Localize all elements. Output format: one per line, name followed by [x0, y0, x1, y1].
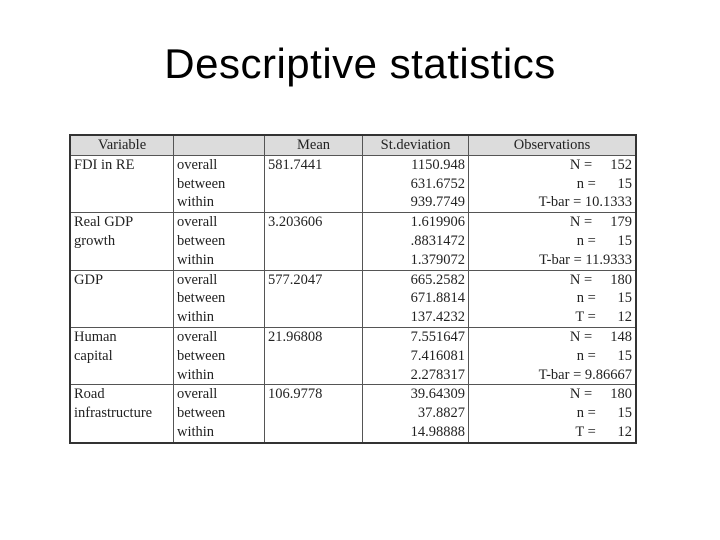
sd-value: 1.619906: [363, 213, 469, 232]
mean-value: 581.7441: [265, 155, 363, 174]
mean-empty: [265, 193, 363, 212]
table-body: [71, 155, 635, 441]
component-label: within: [174, 423, 265, 442]
component-label: between: [174, 289, 265, 308]
variable-name-line2: infrastructure: [74, 405, 153, 422]
sd-value: 14.98888: [363, 423, 469, 442]
observations-value: [469, 366, 636, 385]
table-row: [71, 308, 635, 327]
variable-name-line2: capital: [74, 347, 113, 364]
observations-value: [469, 193, 636, 212]
mean-empty: [265, 289, 363, 308]
table-header-row: [71, 136, 635, 155]
observations-text: N = 179: [569, 214, 632, 231]
slide-title: Descriptive statistics: [164, 40, 556, 87]
observations-value: [469, 327, 636, 346]
table-row: [71, 251, 635, 270]
table-row: [71, 175, 635, 194]
sd-value: 7.416081: [363, 347, 469, 366]
variable-name-empty: [71, 366, 174, 385]
table-row: [71, 193, 635, 212]
observations-text: T-bar = 10.1333: [538, 194, 632, 211]
table-row: [71, 270, 635, 289]
observations-text: T = 12: [575, 309, 632, 326]
sd-value: 665.2582: [363, 270, 469, 289]
table-row: [71, 232, 635, 251]
variable-name-empty: [71, 423, 174, 442]
mean-value: 106.9778: [265, 385, 363, 404]
component-label: within: [174, 251, 265, 270]
table-row: [71, 155, 635, 174]
variable-name-line1: Real GDP: [74, 214, 134, 231]
sd-value: 39.64309: [363, 385, 469, 404]
sd-value: 2.278317: [363, 366, 469, 385]
component-label: between: [174, 175, 265, 194]
component-label: within: [174, 308, 265, 327]
mean-empty: [265, 308, 363, 327]
observations-value: [469, 423, 636, 442]
observations-value: [469, 155, 636, 174]
variable-name-line1: Road: [74, 386, 105, 403]
header-mean: Mean: [265, 136, 363, 155]
sd-value: 37.8827: [363, 404, 469, 423]
variable-name-line2: growth: [74, 232, 116, 249]
sd-value: 631.6752: [363, 175, 469, 194]
observations-text: N = 180: [569, 271, 632, 288]
observations-value: [469, 289, 636, 308]
mean-empty: [265, 347, 363, 366]
table-row: [71, 423, 635, 442]
component-label: between: [174, 232, 265, 251]
mean-empty: [265, 366, 363, 385]
observations-text: n = 15: [576, 405, 632, 422]
mean-value: 577.2047: [265, 270, 363, 289]
observations-value: [469, 308, 636, 327]
sd-value: 137.4232: [363, 308, 469, 327]
sd-value: 939.7749: [363, 193, 469, 212]
observations-text: n = 15: [576, 232, 632, 249]
mean-empty: [265, 423, 363, 442]
mean-empty: [265, 232, 363, 251]
sd-value: 1.379072: [363, 251, 469, 270]
observations-text: T = 12: [575, 423, 632, 440]
component-label: within: [174, 366, 265, 385]
statistics-table-container: [69, 134, 637, 444]
header-component: [174, 136, 265, 155]
header-st-deviation: St.deviation: [363, 136, 469, 155]
variable-name-line2: [71, 175, 174, 194]
table-row: [71, 289, 635, 308]
observations-value: [469, 251, 636, 270]
component-label: between: [174, 404, 265, 423]
observations-value: [469, 404, 636, 423]
variable-name-empty: [71, 193, 174, 212]
mean-empty: [265, 404, 363, 423]
observations-value: [469, 175, 636, 194]
variable-name-line1: FDI in RE: [74, 156, 135, 173]
observations-text: N = 152: [569, 156, 632, 173]
sd-value: .8831472: [363, 232, 469, 251]
header-observations: Observations: [469, 136, 636, 155]
component-label: overall: [174, 155, 265, 174]
descriptive-statistics-table: [71, 136, 635, 442]
table-row: [71, 366, 635, 385]
mean-value: 3.203606: [265, 213, 363, 232]
observations-text: n = 15: [576, 175, 632, 192]
observations-text: N = 180: [569, 386, 632, 403]
mean-empty: [265, 175, 363, 194]
observations-value: [469, 347, 636, 366]
mean-empty: [265, 251, 363, 270]
table-row: [71, 213, 635, 232]
component-label: overall: [174, 213, 265, 232]
observations-value: [469, 213, 636, 232]
observations-text: T-bar = 11.9333: [539, 251, 632, 268]
table-row: [71, 347, 635, 366]
variable-name-line1: GDP: [74, 271, 104, 288]
observations-text: N = 148: [569, 328, 632, 345]
variable-name-empty: [71, 308, 174, 327]
observations-value: [469, 232, 636, 251]
component-label: overall: [174, 327, 265, 346]
sd-value: 1150.948: [363, 155, 469, 174]
sd-value: 671.8814: [363, 289, 469, 308]
variable-name-line2: [71, 289, 174, 308]
table-row: [71, 385, 635, 404]
observations-value: [469, 385, 636, 404]
component-label: overall: [174, 385, 265, 404]
component-label: overall: [174, 270, 265, 289]
sd-value: 7.551647: [363, 327, 469, 346]
variable-name-line1: Human: [74, 328, 117, 345]
component-label: within: [174, 193, 265, 212]
header-variable: Variable: [71, 136, 174, 155]
observations-text: n = 15: [576, 290, 632, 307]
observations-value: [469, 270, 636, 289]
variable-name-empty: [71, 251, 174, 270]
mean-value: 21.96808: [265, 327, 363, 346]
table-row: [71, 404, 635, 423]
observations-text: n = 15: [576, 347, 632, 364]
observations-text: T-bar = 9.86667: [538, 366, 632, 383]
component-label: between: [174, 347, 265, 366]
table-row: [71, 327, 635, 346]
